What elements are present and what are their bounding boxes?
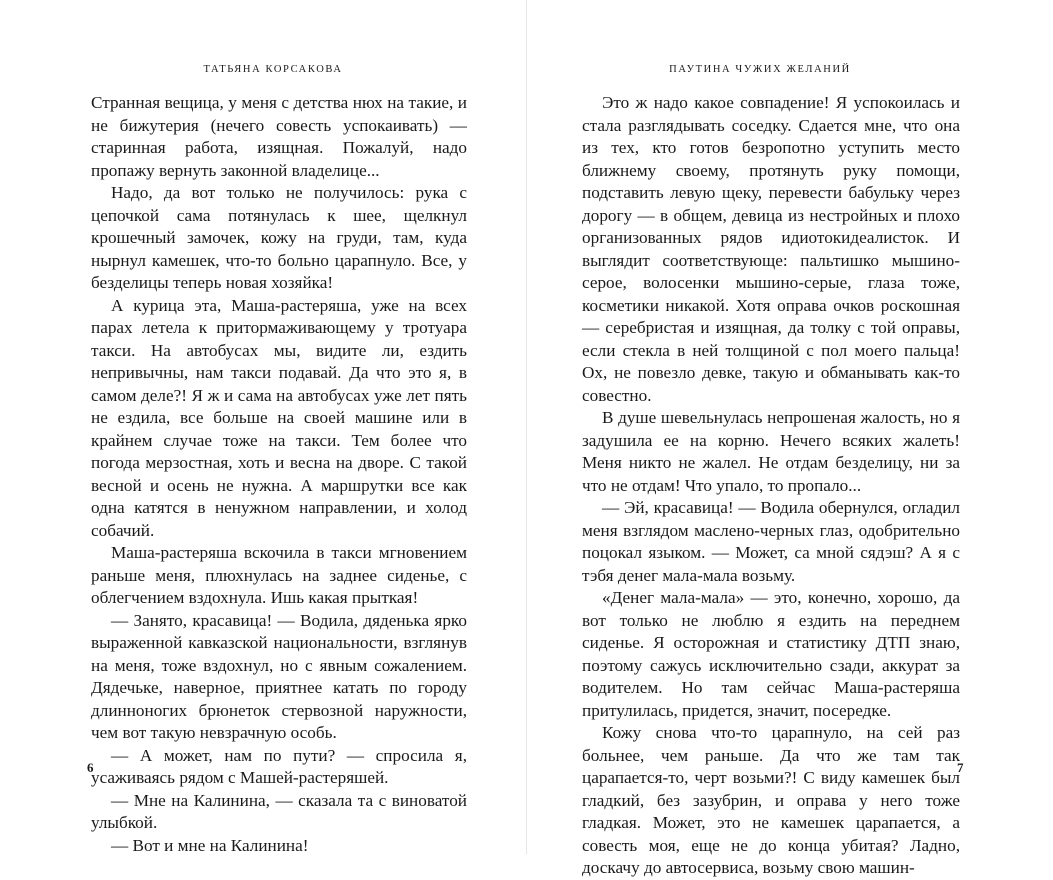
paragraph: «Денег мала-мала» — это, конечно, хорошо, да вот только не люблю я ездить на переднем сиденье. Я осторожная и статистику ДТП знаю, поэтому сажусь исключительно сзади, аккурат за водителем. Но там сейчас Маша-растеряша притулилась, придется, значит, посередке. [582,588,960,720]
paragraph: — А может, нам по пути? — спросила я, усаживаясь рядом с Машей-растеряшей. [91,745,467,787]
paragraph: — Занято, красавица! — Водила, дяденька ярко выраженной кавказской национальности, взглянув на меня, тоже вздохнул, но с явным сожалением. Дядечьке, наверное, приятнее катать по городу длинноногих брюнеток стервозной наружности, чем вот такую невзрачную особь. [91,610,467,742]
paragraph: Надо, да вот только не получилось: рука с цепочкой сама потянулась к шее, щелкнул крошечный замочек, кожу на груди, там, куда нырнул камешек, что-то больно царапнуло. Все, у безделицы теперь новая хозяйка! [91,183,467,292]
right-page [527,0,1053,877]
right-running-head: ПАУТИНА ЧУЖИХ ЖЕЛАНИЙ [669,64,851,75]
left-running-head: ТАТЬЯНА КОРСАКОВА [203,64,343,75]
paragraph: — Эй, красавица! — Водила обернулся, огладил меня взглядом маслено-черных глаз, одобрительно поцокал языком. — Может, са мной сядэш? А я с тэбя денег мала-мала возьму. [582,498,960,585]
left-page-body [91,92,467,857]
left-page [0,0,526,854]
paragraph: Странная вещица, у меня с детства нюх на такие, и не бижутерия (нечего совесть успокаивать) — старинная работа, изящная. Пожалуй, надо пропажу вернуть законной владелице... [91,93,467,180]
paragraph: Кожу снова что-то царапнуло, на сей раз больнее, чем раньше. Да что же там так царапается-то, черт возьми?! С виду камешек был гладкий, без зазубрин, и оправа у него тоже гладкая. Может, это не камешек царапается, а совесть моя, еще не до конца убитая? Ладно, доскачу до автосервиса, возьму свою машин- [582,723,960,877]
paragraph: В душе шевельнулась непрошеная жалость, но я задушила ее на корню. Нечего всяких жалеть! Меня никто не жалел. Не отдам безделицу, ни за что не отдам! Что упало, то пропало... [582,408,960,495]
right-page-number: 7 [957,760,964,775]
paragraph: Это ж надо какое совпадение! Я успокоилась и стала разглядывать соседку. Сдается мне, что она из тех, кто готов безропотно уступить место ближнему своему, протянуть руку помощи, подставить левую щеку, перевести бабульку через дорогу — в общем, девица из нестройных и плохо организованных рядов идиотокидеалисток. И выглядит соответствующе: пальтишко мышино-серое, волосенки мышино-серые, глаза тоже, косметики никакой. Хотя оправа очков роскошная — серебристая и изящная, да толку с той оправы, если стекла в ней толщиной с пол моего пальца! Ох, не повезло девке, такую и обманывать как-то совестно. [582,93,960,405]
paragraph: А курица эта, Маша-растеряша, уже на всех парах летела к притормаживающему у тротуара такси. На автобусах мы, видите ли, ездить непривычны, нам такси подавай. Да что это я, в самом деле?! Я ж и сама на автобусах уже лет пять не ездила, все больше на своей машине или в крайнем случае тоже на такси. Тем более что погода мерзостная, хоть и весна на дворе. С такой весной и осень не нужна. А маршрутки все как одна катятся в ненужном направлении, и холод собачий. [91,295,467,540]
left-page-number: 6 [87,760,94,775]
right-page-body [582,92,960,880]
paragraph: Маша-растеряша вскочила в такси мгновением раньше меня, плюхнулась на заднее сиденье, с облегчением вздохнула. Ишь какая прыткая! [91,543,467,607]
paragraph: — Мне на Калинина, — сказала та с виноватой улыбкой. [91,790,467,832]
paragraph: — Вот и мне на Калинина! [111,835,309,855]
